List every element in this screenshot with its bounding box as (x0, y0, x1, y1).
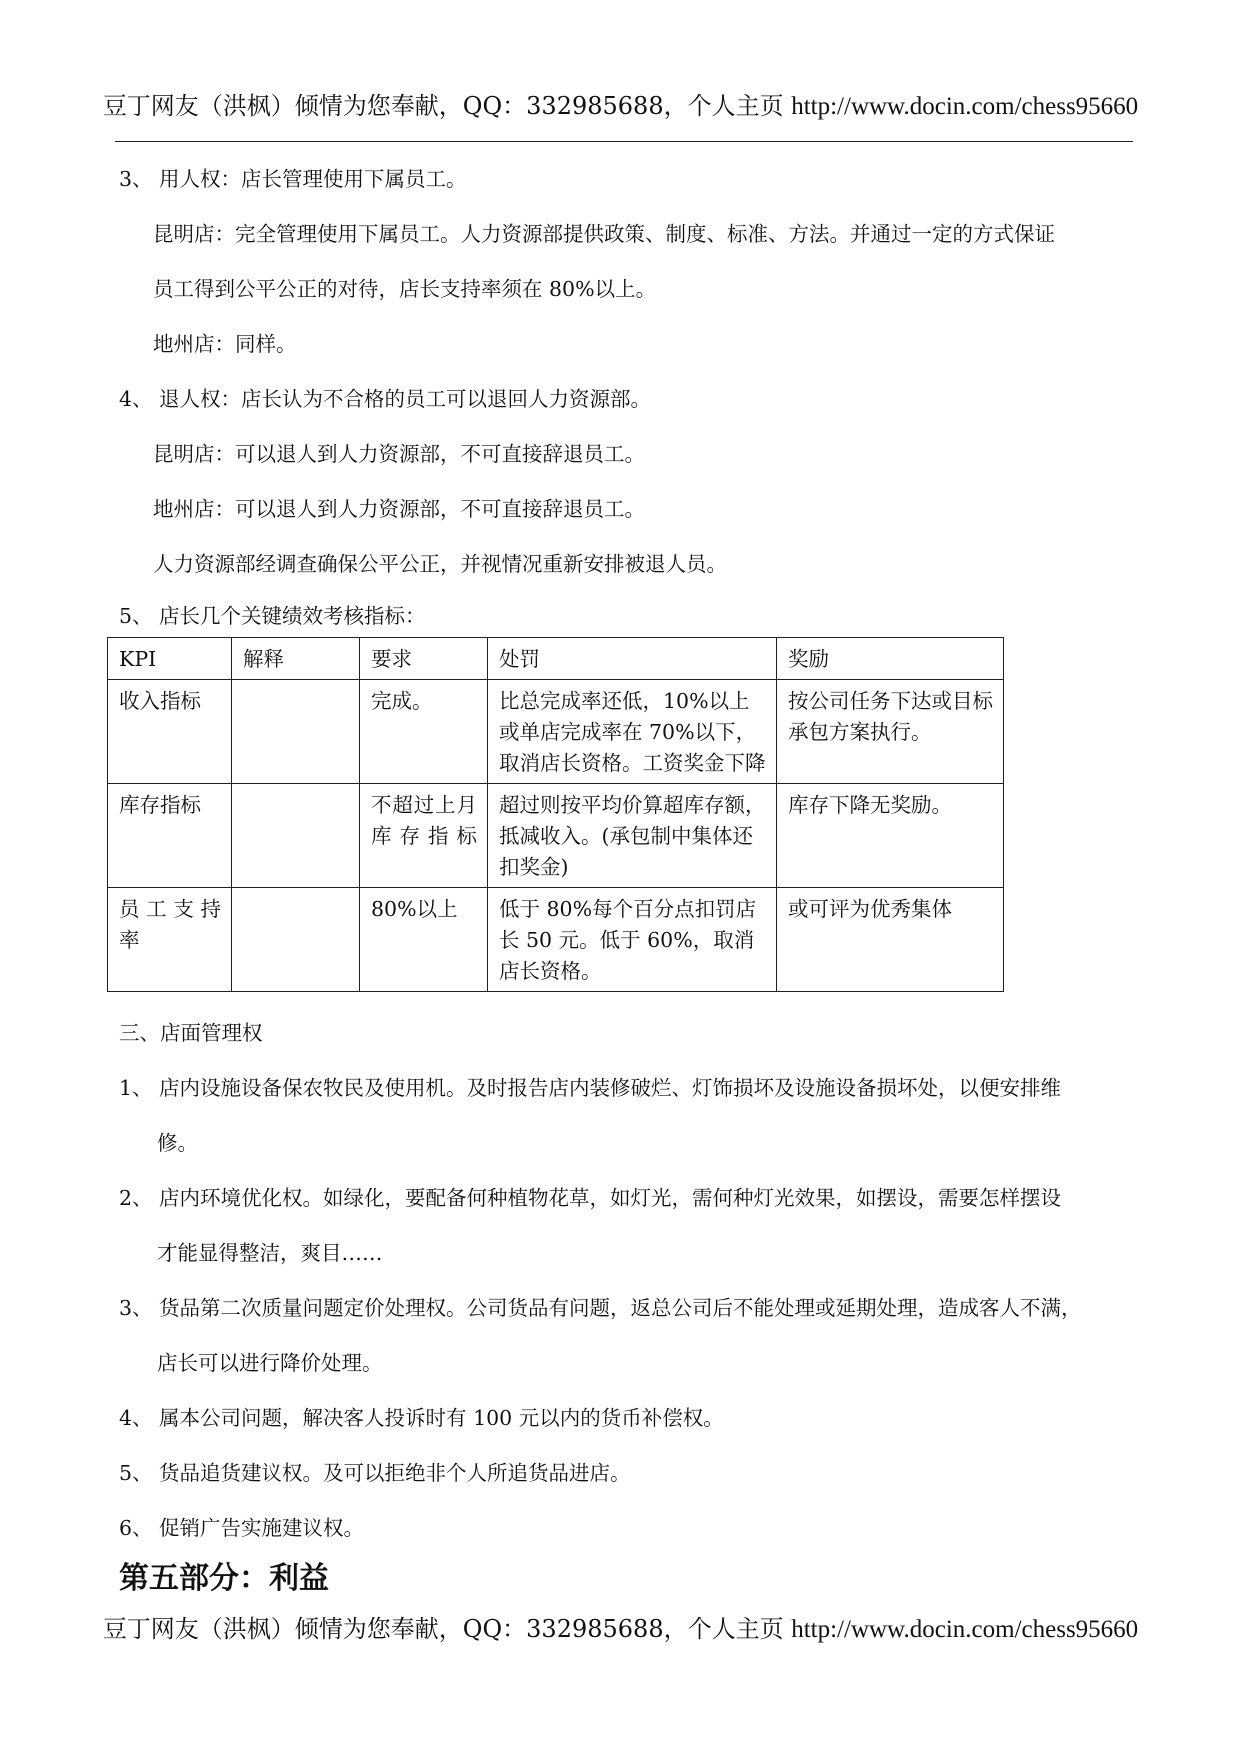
kpi-row-income (108, 680, 1004, 784)
kpi-header-cell: 解释 (232, 638, 360, 680)
kpi-cell (232, 888, 360, 992)
page-footer (0, 1609, 1241, 1644)
page-header (0, 86, 1241, 121)
kpi-header-cell: KPI (108, 638, 232, 680)
kpi-cell: 超过则按平均价算超库存额，抵减收入。(承包制中集体还扣奖金) (488, 784, 777, 888)
kpi-header-cell: 奖励 (777, 638, 1004, 680)
mgmt-item-2-line2: 才能显得整洁，爽目…… (157, 1241, 383, 1265)
kpi-cell: 比总完成率还低，10%以上或单店完成率在 70%以下，取消店长资格。工资奖金下降 (488, 680, 777, 784)
kpi-cell: 低于 80%每个百分点扣罚店长 50 元。低于 60%，取消店长资格。 (488, 888, 777, 992)
kpi-row-staff-support (108, 888, 1004, 992)
kpi-cell: 收入指标 (108, 680, 232, 784)
item-4-hr-note: 人力资源部经调查确保公平公正，并视情况重新安排被退人员。 (153, 552, 727, 576)
kpi-row-inventory (108, 784, 1004, 888)
kpi-cell: 库存下降无奖励。 (777, 784, 1004, 888)
mgmt-item-6: 6、 促销广告实施建议权。 (119, 1516, 365, 1540)
kpi-cell: 或可评为优秀集体 (777, 888, 1004, 992)
item-3-kunming-line1: 昆明店：完全管理使用下属员工。人力资源部提供政策、制度、标准、方法。并通过一定的方式保证 (153, 222, 1055, 246)
mgmt-item-4: 4、 属本公司问题，解决客人投诉时有 100 元以内的货币补偿权。 (119, 1406, 724, 1430)
header-text: 豆丁网友（洪枫）倾情为您奉献，QQ：332985688，个人主页 (102, 92, 792, 120)
kpi-cell: 80%以上 (360, 888, 488, 992)
kpi-header-cell: 要求 (360, 638, 488, 680)
header-rule (115, 141, 1133, 142)
footer-url: http://www.docin.com/chess95660 (791, 1616, 1139, 1643)
kpi-table (107, 637, 1004, 992)
mgmt-item-3-line2: 店长可以进行降价处理。 (157, 1351, 383, 1375)
kpi-header-cell: 处罚 (488, 638, 777, 680)
footer-text: 豆丁网友（洪枫）倾情为您奉献，QQ：332985688，个人主页 (102, 1615, 792, 1643)
kpi-header-row (108, 638, 1004, 680)
section-3-title: 三、店面管理权 (119, 1021, 263, 1045)
item-4-kunming: 昆明店：可以退人到人力资源部，不可直接辞退员工。 (153, 442, 645, 466)
mgmt-item-2-line1: 2、 店内环境优化权。如绿化，要配备何种植物花草，如灯光，需何种灯光效果，如摆设，需要怎样摆设 (119, 1186, 1062, 1210)
item-3-heading: 3、 用人权：店长管理使用下属员工。 (119, 167, 467, 191)
mgmt-item-3-line1: 3、 货品第二次质量问题定价处理权。公司货品有问题，返总公司后不能处理或延期处理，造成客人不满， (119, 1296, 1082, 1320)
kpi-cell: 完成。 (360, 680, 488, 784)
mgmt-item-1-line2: 修。 (157, 1131, 198, 1155)
kpi-cell: 不超过上月库存指标 (360, 784, 488, 888)
item-3-dizhou: 地州店：同样。 (153, 332, 297, 356)
item-4-dizhou: 地州店：可以退人到人力资源部，不可直接辞退员工。 (153, 497, 645, 521)
kpi-cell (232, 680, 360, 784)
item-5-heading: 5、 店长几个关键绩效考核指标： (119, 604, 426, 628)
kpi-cell: 按公司任务下达或目标承包方案执行。 (777, 680, 1004, 784)
header-url: http://www.docin.com/chess95660 (791, 93, 1139, 120)
mgmt-item-5: 5、 货品追货建议权。及可以拒绝非个人所追货品进店。 (119, 1461, 631, 1485)
kpi-cell: 库存指标 (108, 784, 232, 888)
part-5-heading: 第五部分：利益 (119, 1561, 329, 1596)
item-3-kunming-line2: 员工得到公平公正的对待，店长支持率须在 80%以上。 (153, 277, 657, 301)
item-4-heading: 4、 退人权：店长认为不合格的员工可以退回人力资源部。 (119, 387, 652, 411)
kpi-cell: 员工支持率 (108, 888, 232, 992)
kpi-cell (232, 784, 360, 888)
mgmt-item-1-line1: 1、 店内设施设备保农牧民及使用机。及时报告店内装修破烂、灯饰损坏及设施设备损坏处，以便安排维 (119, 1076, 1062, 1100)
